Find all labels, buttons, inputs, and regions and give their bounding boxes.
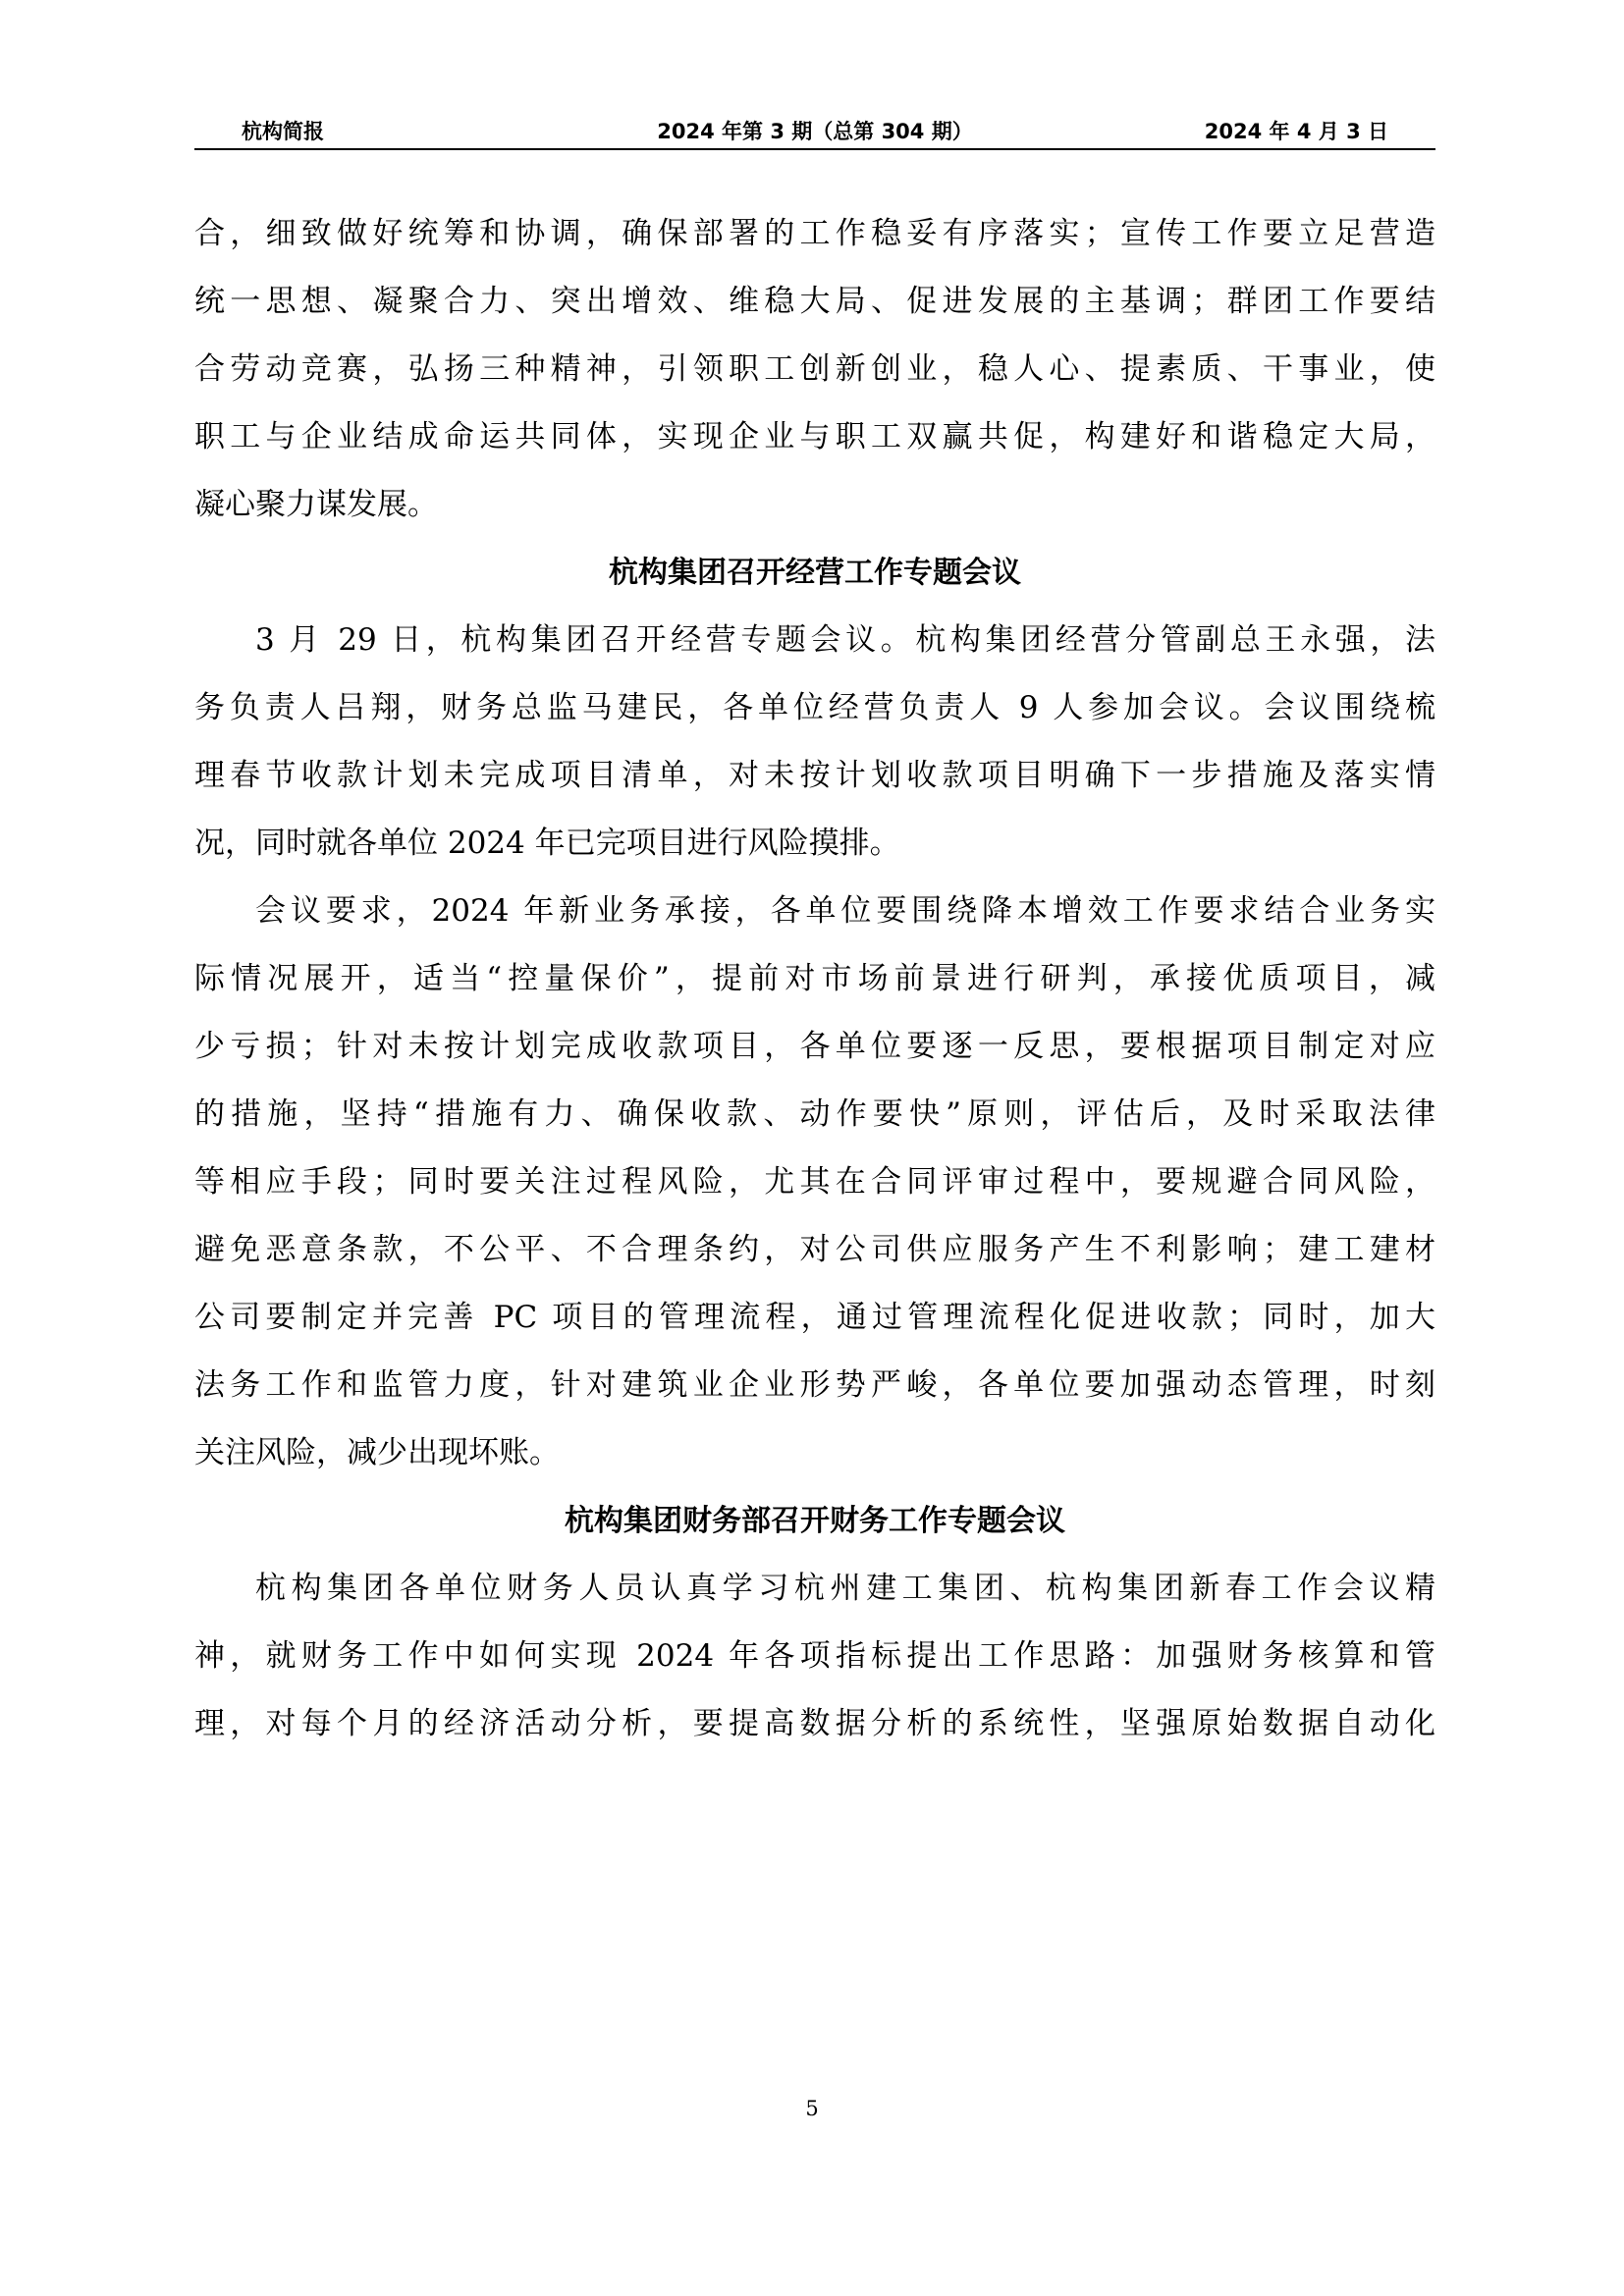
article-paragraph: [194, 1555, 1435, 1758]
text-line: 况，同时就各单位 2024 年已完项目进行风险摸排。: [194, 826, 900, 861]
text-line: 少亏损；针对未按计划完成收款项目，各单位要逐一反思，要根据项目制定对应: [194, 1029, 1435, 1064]
text-line: 理春节收款计划未完成项目清单，对未按计划收款项目明确下一步措施及落实情: [194, 758, 1435, 793]
page-header: [194, 114, 1435, 149]
article-paragraph: [194, 878, 1435, 1487]
header-divider: [194, 148, 1435, 150]
page-number: 5: [805, 2097, 819, 2120]
continued-paragraph: [194, 200, 1435, 539]
text-line: 杭构集团各单位财务人员认真学习杭州建工集团、杭构集团新春工作会议精: [255, 1571, 1435, 1606]
issue-date: 2024 年 4 月 3 日: [1204, 120, 1388, 143]
text-line: 3 月 29 日，杭构集团召开经营专题会议。杭构集团经营分管副总王永强，法: [255, 622, 1435, 658]
text-line: 法务工作和监管力度，针对建筑业企业形势严峻，各单位要加强动态管理，时刻: [194, 1367, 1435, 1403]
text-line: 神，就财务工作中如何实现 2024 年各项指标提出工作思路：加强财务核算和管: [194, 1638, 1435, 1674]
text-line: 务负责人吕翔，财务总监马建民，各单位经营负责人 9 人参加会议。会议围绕梳: [194, 690, 1435, 725]
article-title: 杭构集团财务部召开财务工作专题会议: [565, 1504, 1065, 1538]
text-line: 等相应手段；同时要关注过程风险，尤其在合同评审过程中，要规避合同风险，: [194, 1164, 1435, 1200]
text-line: 凝心聚力谋发展。: [194, 487, 438, 522]
publication-name: 杭构简报: [242, 120, 324, 143]
article-paragraph: [194, 607, 1435, 878]
text-line: 合，细致做好统筹和协调，确保部署的工作稳妥有序落实；宣传工作要立足营造: [194, 216, 1435, 251]
issue-number: 2024 年第 3 期（总第 304 期）: [657, 120, 973, 143]
text-line: 合劳动竞赛，弘扬三种精神，引领职工创新创业，稳人心、提素质、干事业，使: [194, 351, 1435, 387]
text-line: 理，对每个月的经济活动分析，要提高数据分析的系统性，坚强原始数据自动化: [194, 1706, 1435, 1741]
text-line: 公司要制定并完善 PC 项目的管理流程，通过管理流程化促进收款；同时，加大: [194, 1300, 1435, 1335]
article-title: 杭构集团召开经营工作专题会议: [609, 556, 1021, 590]
text-line: 际情况展开，适当“控量保价”，提前对市场前景进行研判，承接优质项目，减: [194, 961, 1435, 996]
document-body: [194, 200, 1435, 1758]
text-line: 关注风险，减少出现坏账。: [194, 1435, 560, 1470]
text-line: 会议要求，2024 年新业务承接，各单位要围绕降本增效工作要求结合业务实: [255, 893, 1435, 929]
text-line: 避免恶意条款，不公平、不合理条约，对公司供应服务产生不利影响；建工建材: [194, 1232, 1435, 1267]
text-line: 统一思想、凝聚合力、突出增效、维稳大局、促进发展的主基调；群团工作要结: [194, 284, 1435, 319]
text-line: 的措施，坚持“措施有力、确保收款、动作要快”原则，评估后，及时采取法律: [194, 1096, 1435, 1132]
text-line: 职工与企业结成命运共同体，实现企业与职工双赢共促，构建好和谐稳定大局，: [194, 419, 1435, 454]
